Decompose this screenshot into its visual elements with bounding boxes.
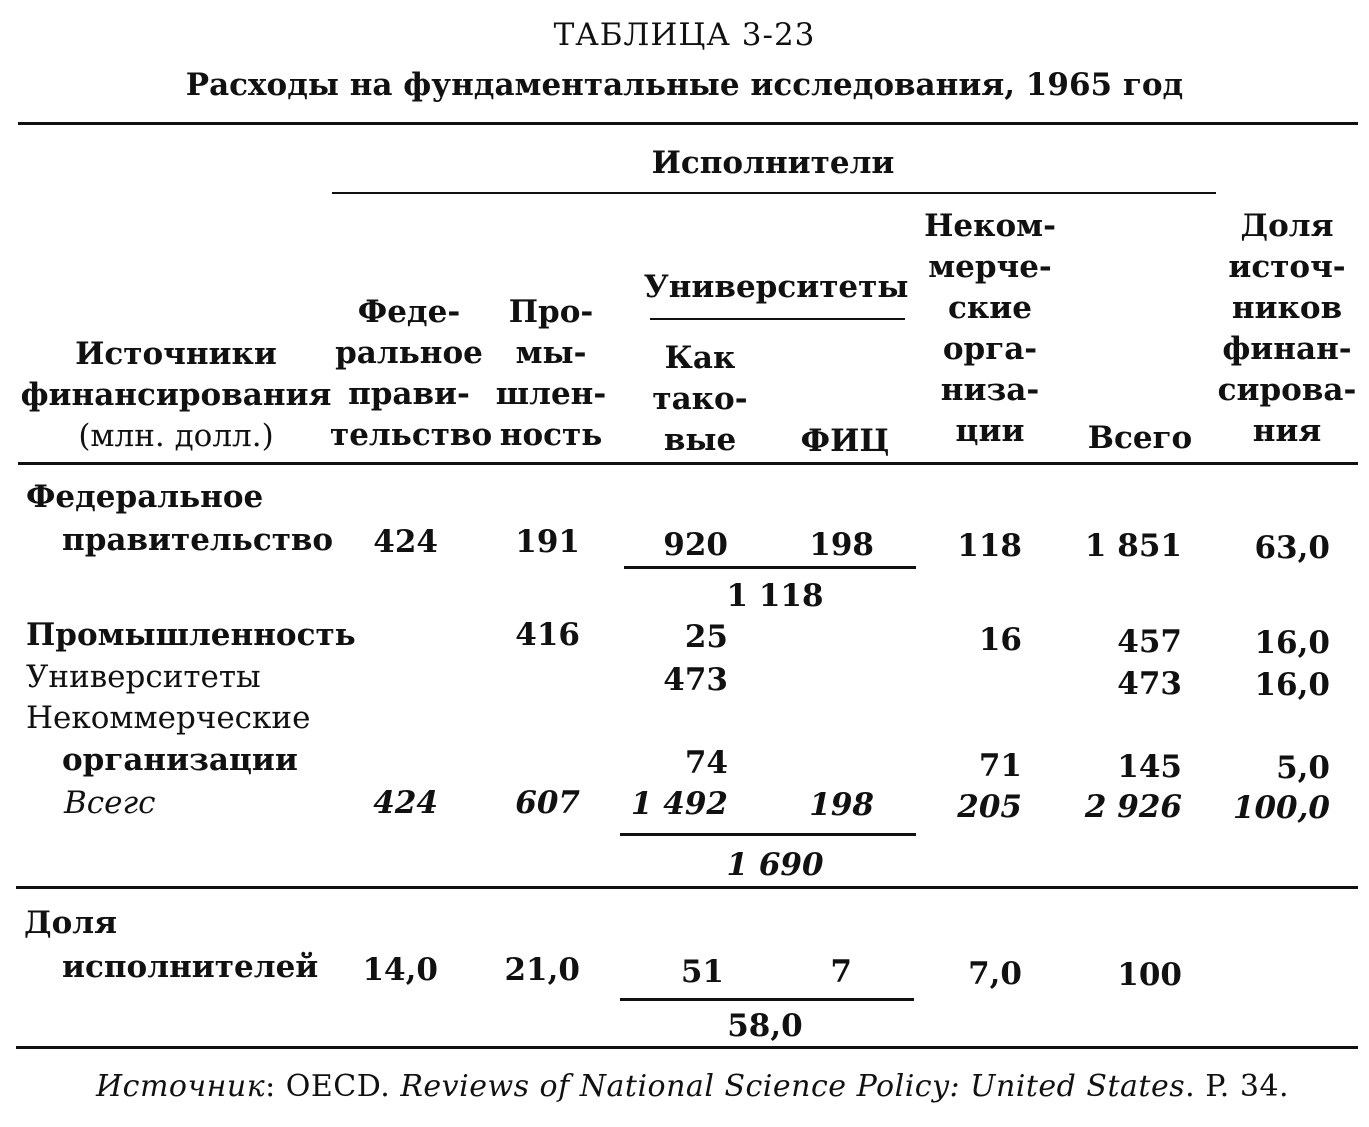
row-label-nonprofit-2: организации [62, 742, 298, 778]
row-label-federal-2: правительство [62, 522, 334, 558]
cell-total-nonprofit: 205 [957, 789, 1022, 825]
header-industry: Про- мы- шлен- ность [495, 294, 607, 453]
cell-industry-nonprofit: 16 [978, 622, 1022, 658]
header-performers: Исполнители [651, 145, 895, 181]
source-note [96, 1069, 1290, 1104]
cell-federal-industry: 191 [515, 524, 580, 560]
performers-rule [332, 192, 1216, 194]
table-title: Расходы на фундаментальные исследования, 1965 год [185, 67, 1184, 103]
source-note-page: . P. 34. [1185, 1069, 1290, 1104]
header-universities: Университеты [643, 269, 909, 305]
cell-total-univ-subtotal: 1 690 [726, 847, 824, 883]
header-rule [18, 462, 1358, 465]
cell-share-univ-subtotal: 58,0 [727, 1008, 803, 1044]
cell-federal-federal-gov: 424 [373, 524, 438, 560]
bottom-rule [16, 1046, 1358, 1049]
cell-nonprofit-total: 145 [1117, 749, 1182, 785]
source-note-work: Reviews of National Science Policy: United States [400, 1069, 1186, 1104]
subtotal-rule-total [620, 833, 916, 836]
header-sources: Источники финансирования (млн. долл.) [20, 336, 332, 454]
cell-share-total: 100 [1117, 957, 1182, 993]
cell-federal-ffrdc: 198 [809, 527, 874, 563]
cell-nonprofit-nonprofit: 71 [978, 748, 1022, 784]
source-note-prefix: Источник [96, 1069, 266, 1104]
source-note-colon: : [265, 1069, 286, 1104]
cell-federal-share: 63,0 [1254, 530, 1330, 566]
row-label-share-performers-1: Доля [24, 905, 117, 941]
header-total: Всего [1087, 420, 1193, 456]
cell-industry-share: 16,0 [1254, 625, 1330, 661]
header-federal-gov: Феде- ральное прави- тельство [330, 294, 493, 453]
subtotal-rule-federal [624, 566, 916, 569]
cell-share-industry: 21,0 [504, 952, 580, 988]
performers-share-rule [16, 886, 1358, 889]
header-univ-proper: Как тако- вые [652, 340, 748, 458]
cell-universities-total: 473 [1117, 666, 1182, 702]
top-rule [18, 122, 1358, 125]
row-label-industry: Промышленность [26, 617, 356, 653]
cell-federal-univ-subtotal: 1 118 [726, 578, 824, 614]
subtotal-rule-share [620, 998, 914, 1001]
table-number: ТАБЛИЦА 3-23 [553, 17, 816, 53]
header-ffrdc: ФИЦ [800, 423, 890, 459]
cell-industry-industry: 416 [515, 617, 580, 653]
cell-industry-univ-proper: 25 [684, 619, 728, 655]
source-note-org: OECD. [285, 1069, 401, 1104]
cell-universities-univ-proper: 473 [663, 662, 728, 698]
row-label-federal-1: Федеральное [26, 479, 264, 515]
cell-share-federal-gov: 14,0 [362, 952, 438, 988]
cell-total-share: 100,0 [1232, 790, 1330, 826]
cell-nonprofit-share: 5,0 [1276, 750, 1330, 786]
cell-share-univ-proper: 51 [680, 954, 724, 990]
cell-total-total: 2 926 [1084, 789, 1182, 825]
cell-share-ffrdc: 7 [830, 954, 852, 990]
row-label-share-performers-2: исполнителей [62, 949, 319, 985]
cell-federal-nonprofit: 118 [957, 528, 1022, 564]
row-label-universities: Университеты [26, 659, 261, 695]
universities-rule [650, 318, 905, 320]
row-label-total: Всегс [64, 785, 156, 821]
header-nonprofit: Неком- мерче- ские орга- низа- ции [924, 208, 1056, 449]
header-share-sources: Доля источ- ников финан- сирова- ния [1217, 208, 1357, 449]
cell-total-federal-gov: 424 [373, 785, 438, 821]
cell-total-industry: 607 [515, 785, 580, 821]
cell-share-nonprofit: 7,0 [968, 956, 1022, 992]
cell-federal-total: 1 851 [1084, 528, 1182, 564]
cell-total-univ-proper: 1 492 [630, 786, 728, 822]
cell-industry-total: 457 [1117, 624, 1182, 660]
row-label-nonprofit-1: Некоммерческие [26, 700, 311, 736]
cell-total-ffrdc: 198 [809, 787, 874, 823]
cell-nonprofit-univ-proper: 74 [684, 745, 728, 781]
cell-universities-share: 16,0 [1254, 667, 1330, 703]
cell-federal-univ-proper: 920 [663, 527, 728, 563]
